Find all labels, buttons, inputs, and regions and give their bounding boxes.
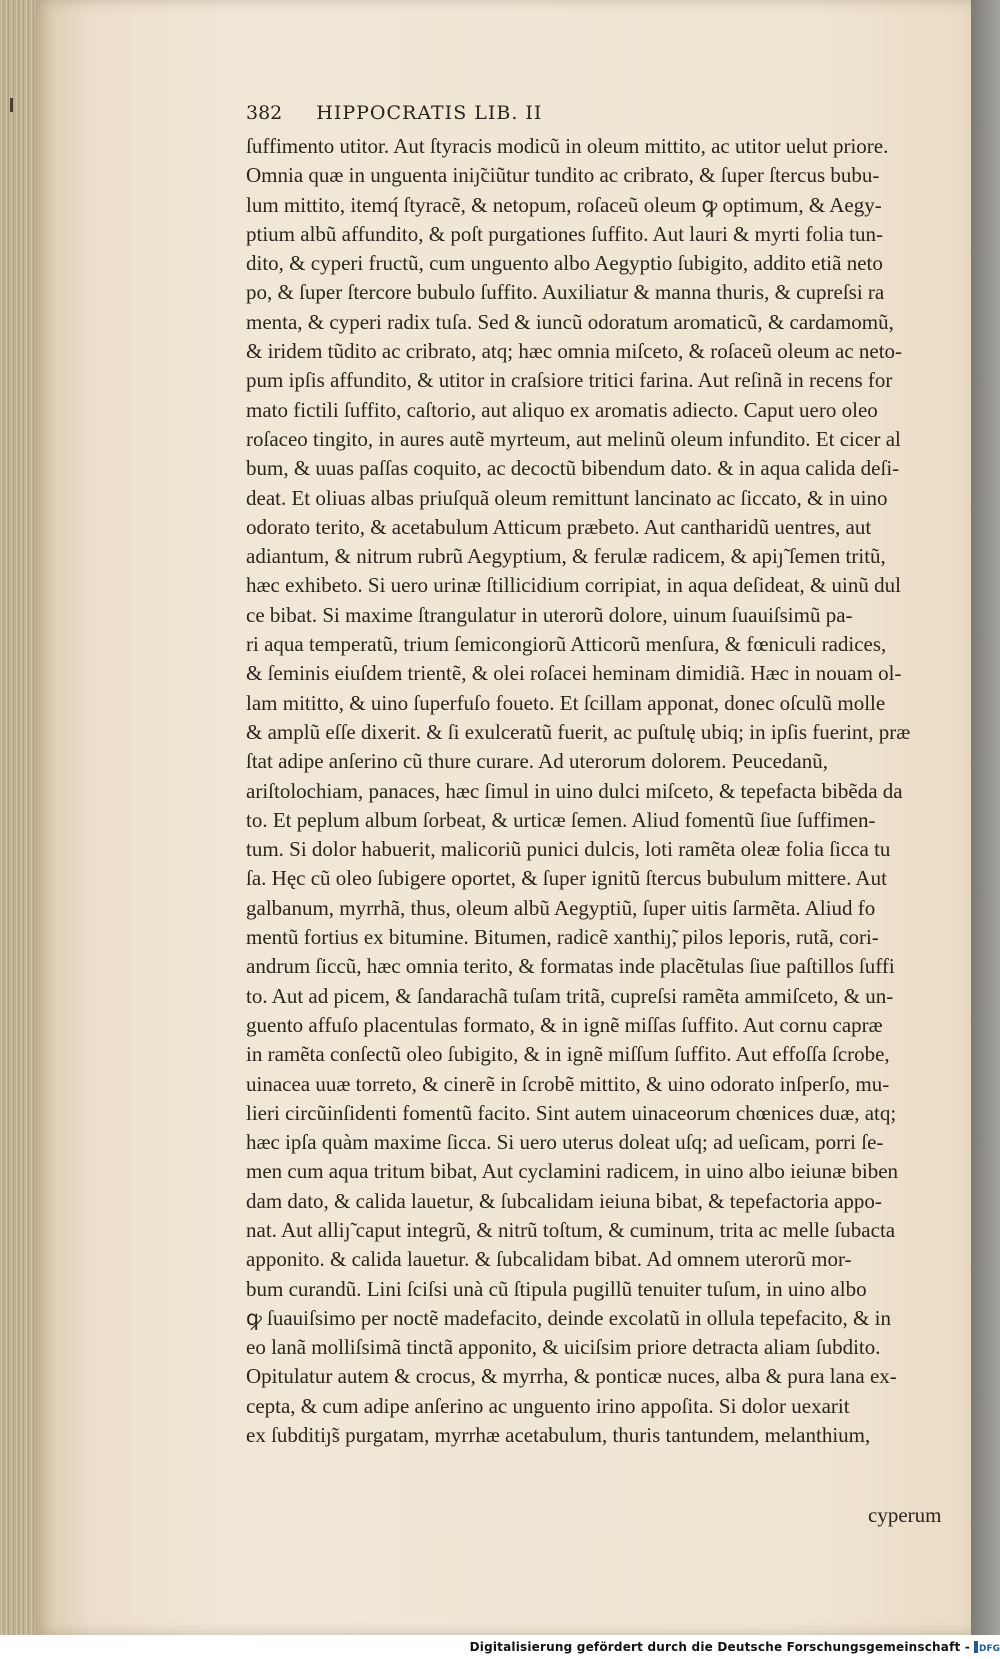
text-line: galbanum, myrrhã, thus, oleum albũ Aegyptiũ, ſuper uitis ſarmẽta. Aliud fo [246,895,876,920]
footer-bar [0,1635,1000,1659]
text-line: men cum aqua tritum bibat, Aut cyclamini radicem, in uino albo ieiunæ biben [246,1159,899,1184]
text-line: ſtat adipe anſerino cũ thure curare. Ad uterorum dolorem. Peucedanũ, [246,749,828,774]
running-title: HIPPOCRATIS LIB. II [316,102,543,124]
text-line: hæc exhibeto. Si uero urinæ ſtillicidium corripiat, in aqua deſideat, & uinũ dul [246,573,901,598]
text-line: ce bibat. Si maxime ſtrangulatur in uterorũ dolore, uinum ſuauiſsimũ pa- [246,602,853,627]
text-line: bum, & uuas paſſas coquito, ac decoctũ bibendum dato. & in aqua calida deſi- [246,456,900,481]
text-line: ptium albũ affundito, & poſt purgationes ſuffito. Aut lauri & myrti folia tun- [246,221,883,246]
page-number: 382 [246,102,283,124]
text-line: nat. Aut alliȷ̃ caput integrũ, & nitrũ toſtum, & cuminum, trita ac melle ſubacta [246,1217,896,1242]
text-line: ſa. Hęc cũ oleo ſubigere oportet, & ſuper ignitũ ſtercus bubulum mittere. Aut [246,866,887,891]
text-line: bum curandũ. Lini ſciſsi unà cũ ſtipula pugillũ tenuiter tuſum, in uino albo [246,1276,867,1301]
text-line: pum ipſis affundito, & utitor in craſsiore tritici farina. Aut reſinã in recens for [246,368,893,393]
text-line: odorato terito, & acetabulum Atticum præbeto. Aut cantharidũ uentres, aut [246,514,872,539]
text-line: ex ſubditiȷ̃s purgatam, myrrhæ acetabulum, thuris tantundem, melanthium, [246,1423,871,1448]
text-line: & iridem tũdito ac cribrato, atq; hæc omnia miſceto, & roſaceũ oleum ac neto- [246,339,903,364]
text-line: Opitulatur autem & crocus, & myrrha, & ponticæ nuces, alba & pura lana ex- [246,1364,897,1389]
text-line: Omnia quæ in unguenta iniȷ̃ciũtur tundito ac cribrato, & ſuper ſtercus bubu- [246,163,880,188]
text-line: lam mititto, & uino ſuperfuſo foueto. Et ſcillam apponat, donec oſculũ molle [246,690,886,715]
text-line: dito, & cyperi fructũ, cum unguento albo Aegyptio ſubigito, addito etiã neto [246,251,883,276]
text-line: mentũ fortius ex bitumine. Bitumen, radicẽ xanthiȷ̃, pilos leporis, rutã, cori- [246,925,879,950]
text-line: ariſtolochiam, panaces, hæc ſimul in uino dulci miſceto, & tepefacta bibẽda da [246,778,903,803]
text-line: in ramẽta conſectũ oleo ſubigito, & in ignẽ miſſum ſuffito. Aut effoſſa ſcrobe, [246,1042,890,1067]
text-line: apponito. & calida lauetur. & ſubcalidam bibat. Ad omnem uterorũ mor- [246,1247,852,1272]
text-line: lum mittito, itemq́ ſtyracẽ, & netopum, roſaceũ oleum ꝙ optimum, & Aegy- [246,192,882,217]
text-line: tum. Si dolor habuerit, malicoriũ punici dulcis, loti ramẽta oleæ folia ſicca tu [246,837,891,862]
footer-credit: Digitalisierung gefördert durch die Deutsche Forschungsgemeinschaft - [469,1640,970,1654]
text-line: andrum ſiccũ, hæc omnia terito, & formatas inde placẽtulas ſiue paſtillos ſuffi [246,954,895,979]
book-fore-edge [0,0,36,1635]
text-line: roſaceo tingito, in aures autẽ myrteum, aut melinũ oleum infundito. Et cicer al [246,426,901,451]
catchword: cyperum [868,1503,942,1527]
dfg-logo-icon [974,1640,1000,1654]
text-line: uinacea uuæ torreto, & cinerẽ in ſcrobẽ mittito, & uino odorato inſperſo, mu- [246,1071,890,1096]
text-line: lieri circũinſidenti fomentũ facito. Sint autem uinaceorum chœnices duæ, atq; [246,1100,897,1125]
text-line: ri aqua temperatũ, trium ſemicongiorũ Atticorũ menſura, & fœniculi radices, [246,632,887,657]
text-line: ꝙ ſuauiſsimo per noctẽ madefacito, deinde excolatũ in ollula tepefacito, & in [246,1305,891,1330]
text-line: adiantum, & nitrum rubrũ Aegyptium, & ferulæ radicem, & apiȷ̃ ſemen tritũ, [246,544,886,569]
text-line: & amplũ eſſe dixerit. & ſi exulceratũ fuerit, ac puſtulę ubiq; in ipſis fuerint, præ [246,719,911,744]
text-line: guento affuſo placentulas formato, & in ignẽ miſſas ſuffito. Aut cornu capræ [246,1012,883,1037]
scan-border [971,0,1000,1635]
svg-text:DFG: DFG [979,1644,1000,1654]
text-block [246,132,958,1450]
running-head [246,102,946,124]
text-line: hæc ipſa quàm maxime ſicca. Si uero uterus doleat uſq; ad ueſicam, porri ſe- [246,1130,884,1155]
text-line: mato fictili ſuffito, caſtorio, aut aliquo ex aromatis adiecto. Caput uero oleo [246,397,878,422]
text-line: cepta, & cum adipe anſerino ac unguento irino appoſita. Si dolor uexarit [246,1393,850,1418]
text-line: po, & ſuper ſtercore bubulo ſuffito. Auxiliatur & manna thuris, & cupreſsi ra [246,280,885,305]
text-line: deat. Et oliuas albas priuſquã oleum remittunt lancinato ac ſiccato, & in uino [246,485,888,510]
margin-mark [10,98,13,112]
text-line: to. Aut ad picem, & ſandarachã tuſam tritã, cupreſsi ramẽta ammiſceto, & un- [246,983,894,1008]
text-line: menta, & cyperi radix tuſa. Sed & iuncũ odoratum aromaticũ, & cardamomũ, [246,309,894,334]
text-line: dam dato, & calida lauetur, & ſubcalidam ieiuna bibat, & tepefactoria appo- [246,1188,882,1213]
text-line: & ſeminis eiuſdem trientẽ, & olei roſacei heminam dimidiã. Hæc in nouam ol- [246,661,902,686]
text-line: ſuffimento utitor. Aut ſtyracis modicũ in oleum mittito, ac utitor uelut priore. [246,134,889,158]
text-line: to. Et peplum album ſorbeat, & urticæ ſemen. Aliud fomentũ ſiue ſuffimen- [246,807,876,832]
text-line: eo lanã molliſsimã tinctã apponito, & uiciſsim priore detracta aliam ſubdito. [246,1335,881,1360]
